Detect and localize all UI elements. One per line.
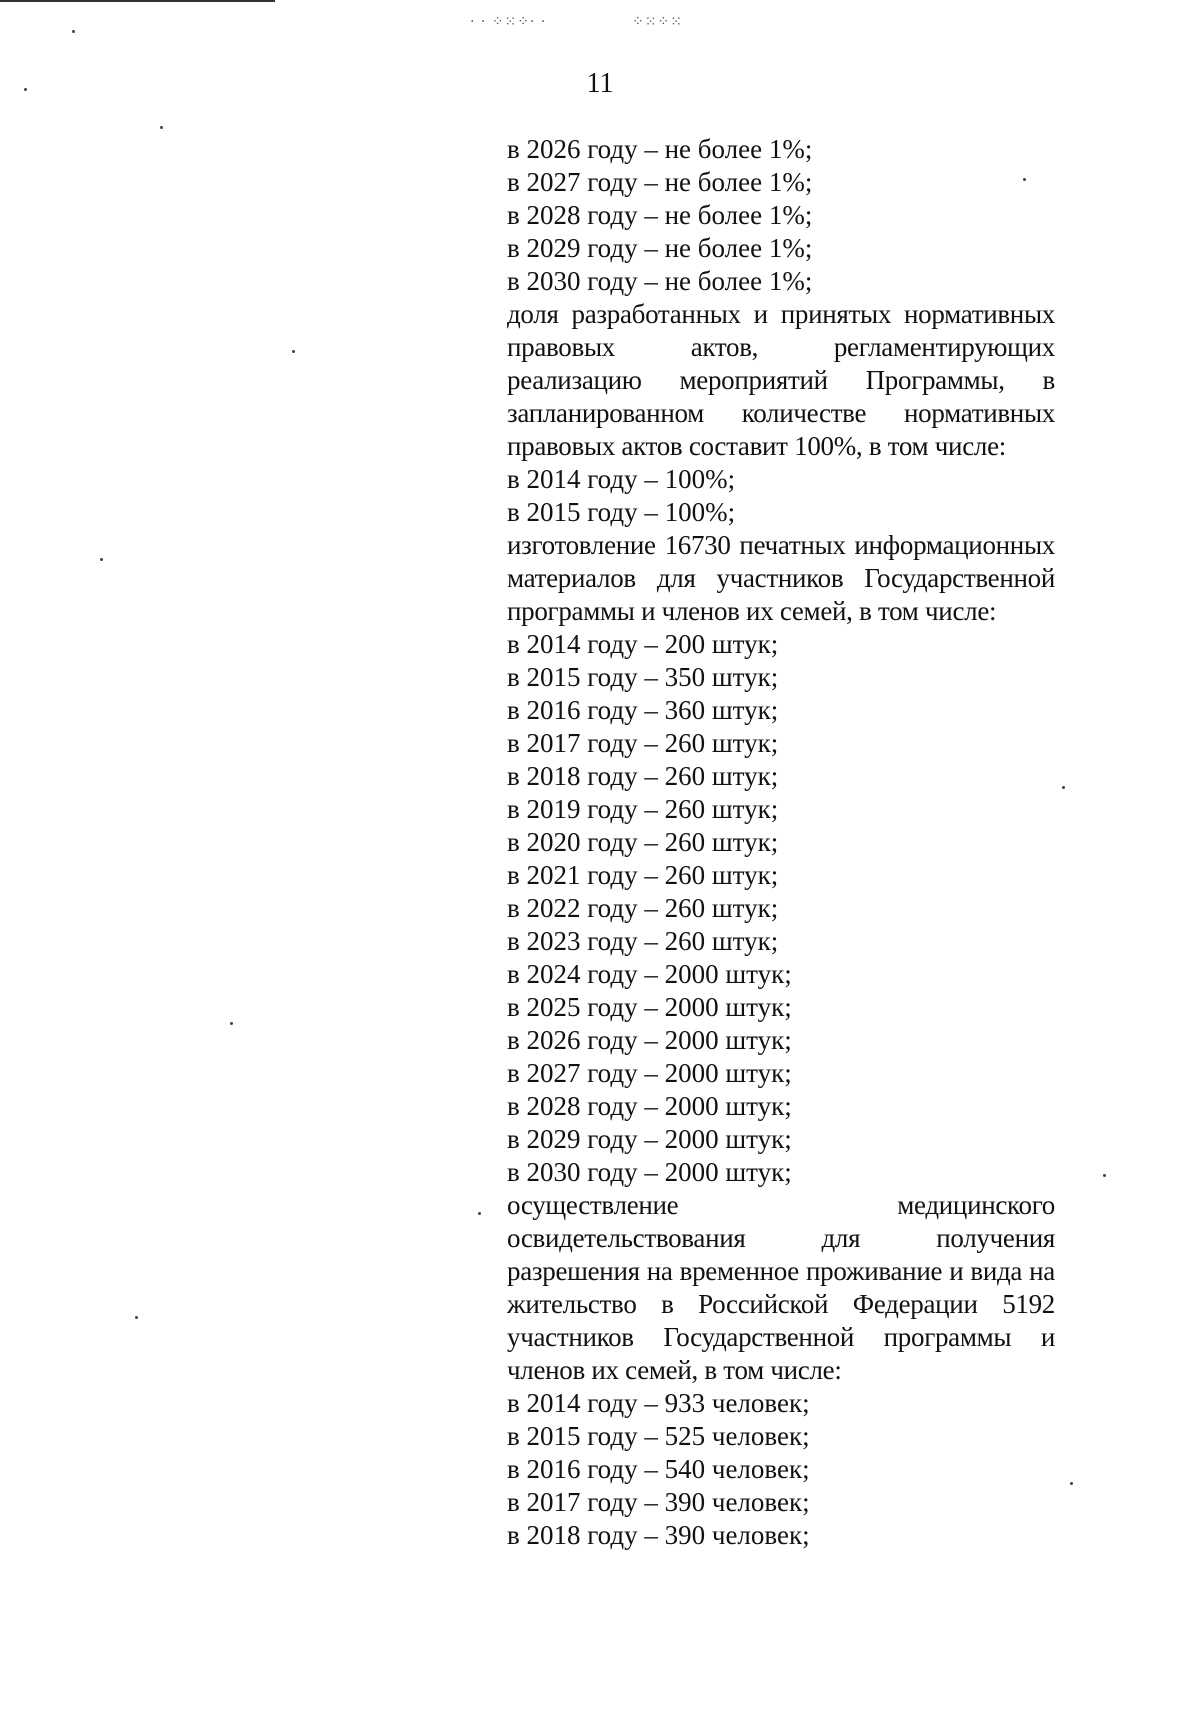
list-item: в 2029 году – не более 1%; bbox=[507, 233, 813, 263]
list-item: в 2014 году – 200 штук; bbox=[507, 629, 779, 659]
list-item: в 2021 году – 260 штук; bbox=[507, 860, 779, 890]
list-item: в 2017 году – 390 человек; bbox=[507, 1487, 810, 1517]
scan-speck bbox=[72, 30, 75, 33]
document-body bbox=[507, 133, 1055, 1552]
scan-speck bbox=[1070, 1482, 1073, 1485]
list-item: в 2023 году – 260 штук; bbox=[507, 926, 779, 956]
list-item: в 2028 году – 2000 штук; bbox=[507, 1091, 792, 1121]
list-item: в 2024 году – 2000 штук; bbox=[507, 959, 792, 989]
scan-speck bbox=[160, 126, 163, 129]
list-item: в 2014 году – 100%; bbox=[507, 464, 736, 494]
list-normative-acts bbox=[507, 463, 1055, 529]
list-item: в 2028 году – не более 1%; bbox=[507, 200, 813, 230]
list-item: в 2020 году – 260 штук; bbox=[507, 827, 779, 857]
scan-speck bbox=[230, 1022, 233, 1025]
scan-speck bbox=[292, 350, 295, 353]
list-printed-materials bbox=[507, 628, 1055, 1189]
list-item: в 2015 году – 350 штук; bbox=[507, 662, 779, 692]
scan-artifact-mark: · · ⁘⁙⁘· · bbox=[470, 14, 547, 30]
list-medical-examination bbox=[507, 1387, 1055, 1552]
list-item: в 2018 году – 390 человек; bbox=[507, 1520, 810, 1550]
scan-speck bbox=[135, 1316, 138, 1319]
scan-speck bbox=[478, 1212, 481, 1215]
scan-top-border bbox=[0, 0, 275, 2]
list-top-percent bbox=[507, 133, 1055, 298]
scan-speck bbox=[1062, 786, 1065, 789]
list-item: в 2030 году – не более 1%; bbox=[507, 266, 813, 296]
scan-speck bbox=[24, 88, 27, 91]
scan-speck bbox=[1103, 1174, 1106, 1177]
paragraph-printed-materials: изготовление 16730 печатных информационных материалов для участников Государственной программы и членов их семей, в том числе: bbox=[507, 530, 1055, 626]
page-number: 11 bbox=[586, 68, 614, 99]
list-item: в 2016 году – 540 человек; bbox=[507, 1454, 810, 1484]
list-item: в 2029 году – 2000 штук; bbox=[507, 1124, 792, 1154]
list-item: в 2015 году – 100%; bbox=[507, 497, 736, 527]
list-item: в 2016 году – 360 штук; bbox=[507, 695, 779, 725]
scan-speck bbox=[100, 558, 103, 561]
list-item: в 2015 году – 525 человек; bbox=[507, 1421, 810, 1451]
scan-artifact-mark: ⁘⁙⁘⁙ bbox=[632, 14, 683, 30]
list-item: в 2017 году – 260 штук; bbox=[507, 728, 779, 758]
list-item: в 2030 году – 2000 штук; bbox=[507, 1157, 792, 1187]
list-item: в 2019 году – 260 штук; bbox=[507, 794, 779, 824]
list-item: в 2022 году – 260 штук; bbox=[507, 893, 779, 923]
list-item: в 2018 году – 260 штук; bbox=[507, 761, 779, 791]
list-item: в 2026 году – 2000 штук; bbox=[507, 1025, 792, 1055]
list-item: в 2026 году – не более 1%; bbox=[507, 134, 813, 164]
list-item: в 2027 году – 2000 штук; bbox=[507, 1058, 792, 1088]
paragraph-normative-acts: доля разработанных и принятых нормативных правовых актов, регламентирующих реализацию мероприятий Программы, в запланированном количестве нормативных правовых актов составит 100%, в том числе: bbox=[507, 299, 1055, 461]
list-item: в 2014 году – 933 человек; bbox=[507, 1388, 810, 1418]
list-item: в 2027 году – не более 1%; bbox=[507, 167, 813, 197]
paragraph-medical-examination: осуществление медицинского освидетельствования для получения разрешения на временное проживание и вида на жительство в Российской Федерации 5192 участников Государственной программы и членов их семей, в том числе: bbox=[507, 1190, 1055, 1385]
scan-speck bbox=[1023, 178, 1026, 181]
list-item: в 2025 году – 2000 штук; bbox=[507, 992, 792, 1022]
